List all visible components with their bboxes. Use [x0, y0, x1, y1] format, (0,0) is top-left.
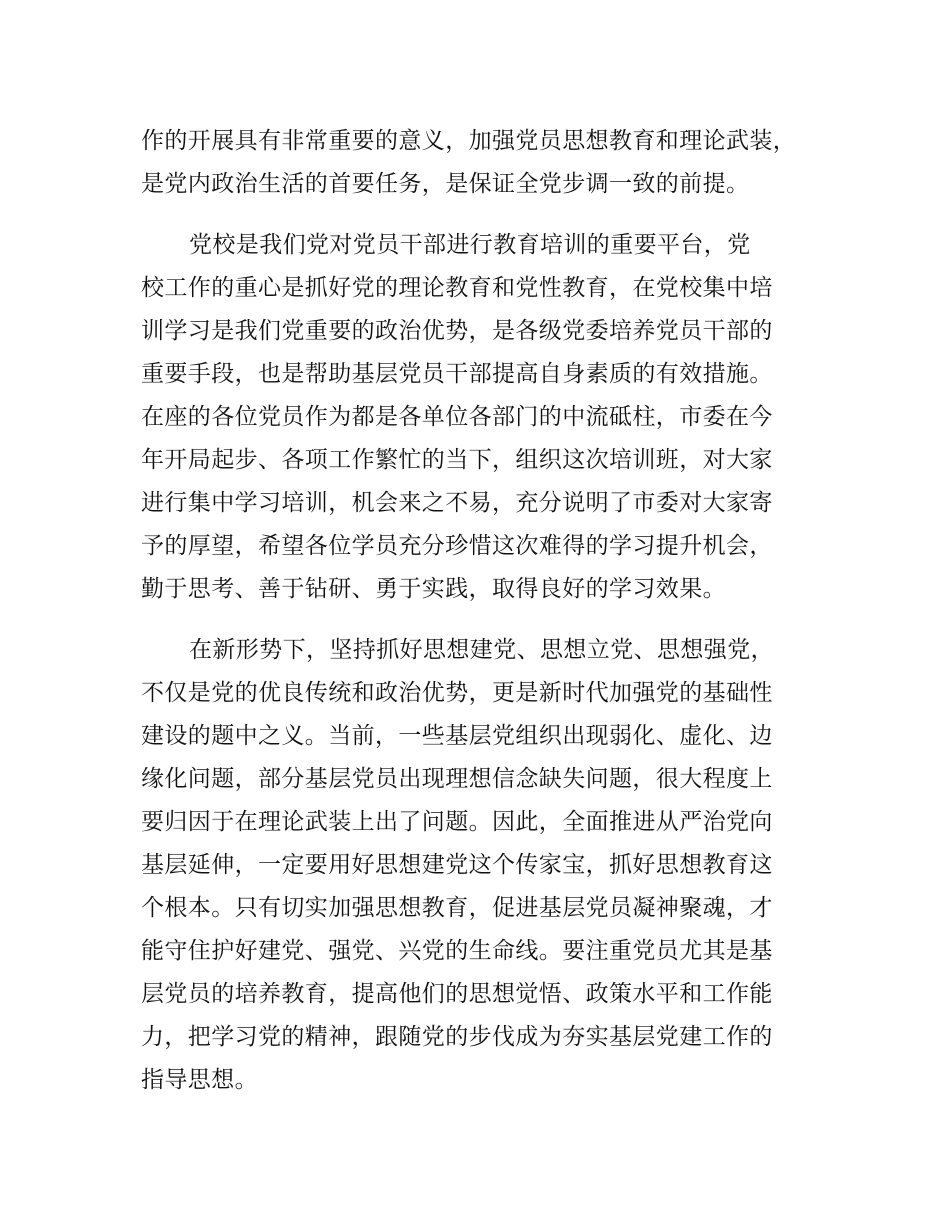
paragraph-1-line-2: 是党内政治生活的首要任务，是保证全党步调一致的前提。 [141, 171, 750, 197]
paragraph-3-line-2: 不仅是党的优良传统和政治优势，更是新时代加强党的基础性 [141, 680, 773, 706]
paragraph-3-line-11: 指导思想。 [141, 1067, 258, 1093]
paragraph-2-line-9: 勤于思考、善于钻研、勇于实践，取得良好的学习效果。 [141, 576, 726, 602]
paragraph-2-line-1: 党校是我们党对党员干部进行教育培训的重要平台，党 [189, 232, 751, 258]
paragraph-3-line-10: 力，把学习党的精神，跟随党的步伐成为夯实基层党建工作的 [141, 1024, 773, 1050]
paragraph-3-line-8: 能守住护好建党、强党、兴党的生命线。要注重党员尤其是基 [141, 938, 773, 964]
paragraph-2-line-5: 在座的各位党员作为都是各单位各部门的中流砥柱，市委在今 [141, 404, 773, 430]
paragraph-2-line-7: 进行集中学习培训，机会来之不易，充分说明了市委对大家寄 [141, 490, 773, 516]
paragraph-3-line-5: 要归因于在理论武装上出了问题。因此，全面推进从严治党向 [141, 809, 773, 835]
paragraph-2-line-6: 年开局起步、各项工作繁忙的当下，组织这次培训班，对大家 [141, 447, 773, 473]
paragraph-3-line-1: 在新形势下，坚持抓好思想建党、思想立党、思想强党， [189, 637, 774, 663]
paragraph-2-line-2: 校工作的重心是抓好党的理论教育和党性教育，在党校集中培 [141, 275, 773, 301]
paragraph-2-line-8: 予的厚望，希望各位学员充分珍惜这次难得的学习提升机会， [141, 533, 773, 559]
paragraph-3-line-6: 基层延伸，一定要用好思想建党这个传家宝，抓好思想教育这 [141, 852, 773, 878]
paragraph-3-line-3: 建设的题中之义。当前，一些基层党组织出现弱化、虚化、边 [141, 723, 773, 749]
paragraph-3-line-7: 个根本。只有切实加强思想教育，促进基层党员凝神聚魂，才 [141, 895, 773, 921]
paragraph-2-line-4: 重要手段，也是帮助基层党员干部提高自身素质的有效措施。 [141, 361, 773, 387]
paragraph-3-line-4: 缘化问题，部分基层党员出现理想信念缺失问题，很大程度上 [141, 766, 773, 792]
paragraph-3-line-9: 层党员的培养教育，提高他们的思想觉悟、政策水平和工作能 [141, 981, 773, 1007]
paragraph-2-line-3: 训学习是我们党重要的政治优势，是各级党委培养党员干部的 [141, 318, 773, 344]
paragraph-1-line-1: 作的开展具有非常重要的意义，加强党员思想教育和理论武装， [141, 128, 797, 154]
